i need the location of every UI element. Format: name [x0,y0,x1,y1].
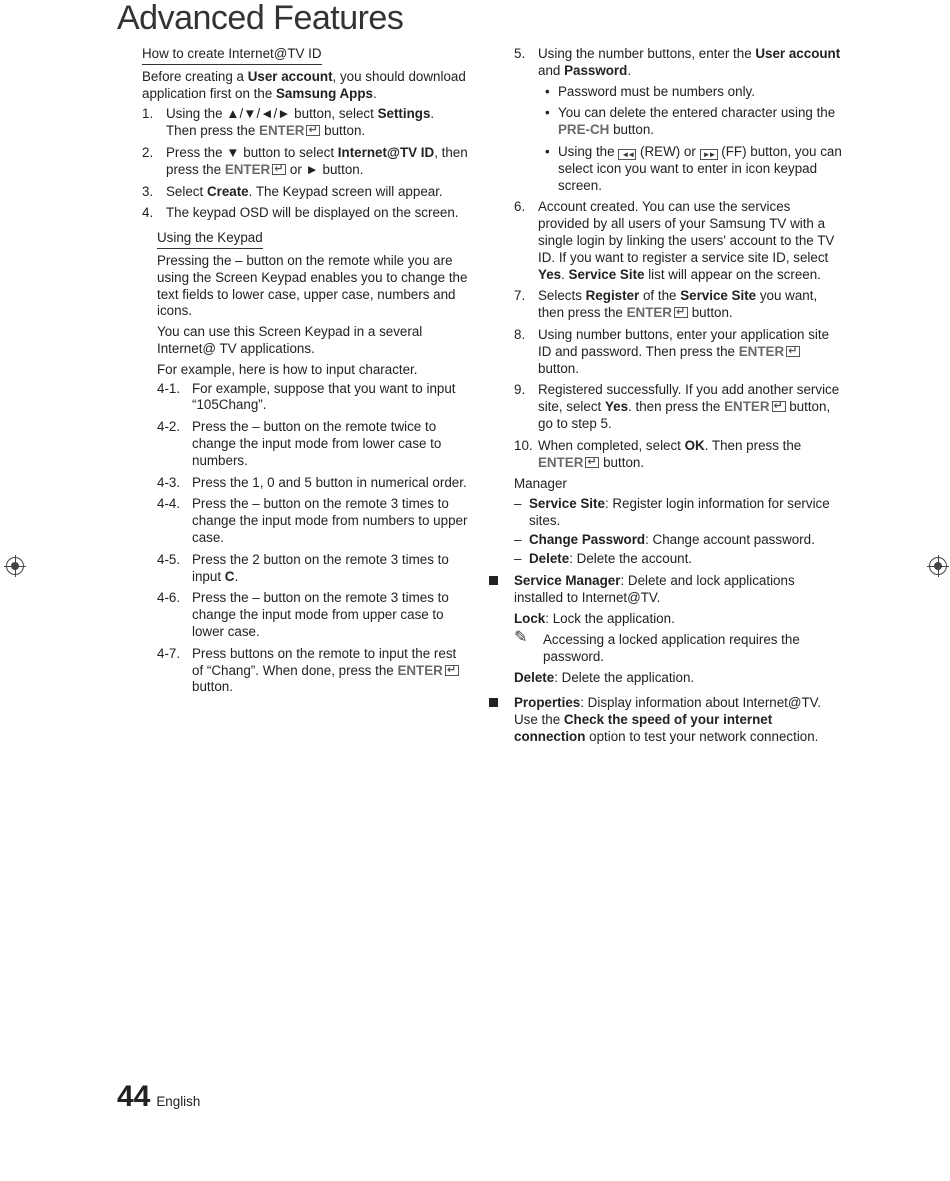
page-number: 44 [117,1080,151,1113]
list-item: – Change Password: Change account password. [514,532,844,549]
enter-icon [306,125,320,136]
lock-text: Lock: Lock the application. [514,610,675,626]
list-item: 4-6. Press the – button on the remote 3 times to change the input mode from upper case to lower case. [157,590,449,639]
list-item: 8. Using number buttons, enter your application site ID and password. Then press the ENTER↵ button. [514,327,844,377]
registration-mark-right-icon [929,557,947,575]
list-item: 4-3. Press the 1, 0 and 5 button in numerical order. [157,474,467,490]
create-id-steps [142,106,468,222]
service-manager-item [514,573,844,687]
enter-icon [772,401,786,412]
list-item: • You can delete the entered character using the PRE-CH button. [538,105,844,139]
list-item: – Delete: Delete the account. [514,551,844,568]
keypad-section [157,230,468,696]
intro-paragraph: Before creating a User account, you should download application first on the Samsung Apps. [142,68,466,101]
properties-text: Properties: Display information about Internet@TV. Use the Check the speed of your internet connection option to test your network connection. [514,695,822,744]
list-item: – Service Site: Register login information for service sites. [514,496,844,530]
enter-icon [786,346,800,357]
keypad-paragraph-3: For example, here is how to input character. [157,361,418,377]
list-item: 3. Select Create. The Keypad screen will appear. [142,183,443,199]
list-item: 10. When completed, select OK. Then press the ENTER↵ button. [514,438,844,472]
delete-text: Delete: Delete the application. [514,670,695,686]
properties-item [514,695,844,745]
page-language: English [156,1094,201,1109]
list-item: 4. The keypad OSD will be displayed on the screen. [142,205,459,221]
list-item: 4-4. Press the – button on the remote 3 times to change the input mode from numbers to upper case. [157,496,468,545]
enter-icon [674,307,688,318]
list-item: 5. Using the number buttons, enter the User account and Password. • Password must be numbers only. • You can delete the entered character using the PRE-CH button. • Using the ◄◄ (REW) or ►► (FF) button, you can select icon you want to enter in icon keypad screen. [514,46,844,194]
left-column [142,46,468,701]
note: ✎ Accessing a locked application requires the password. [514,628,800,664]
list-item: 4-7. Press buttons on the remote to input the rest of “Chang”. When done, press the ENTER↵ button. [157,646,468,696]
enter-icon [445,665,459,676]
list-item: 2. Press the ▼ button to select Internet@TV ID, then press the ENTER↵ or ► button. [142,145,468,179]
keypad-paragraph-1: Pressing the – button on the remote while you are using the Screen Keypad enables you to change the text fields to lower case, upper case, numbers and icons. [157,252,468,319]
section-heading-create-id: How to create Internet@TV ID [142,46,322,65]
service-manager-text: Service Manager: Delete and lock applications installed to Internet@TV. [514,573,795,606]
list-item: • Password must be numbers only. [538,84,844,101]
rewind-icon: ◄◄ [618,149,636,160]
section-heading-keypad: Using the Keypad [157,230,263,249]
page-footer [117,1080,200,1114]
page-title: Advanced Features [117,0,404,37]
list-item: • Using the ◄◄ (REW) or ►► (FF) button, you can select icon you want to enter in icon keypad screen. [538,144,844,194]
keypad-steps [157,381,468,697]
registration-mark-left-icon [6,557,24,575]
list-item: 9. Registered successfully. If you add another service site, select Yes. then press the ENTER↵ button, go to step 5. [514,382,844,432]
enter-icon [272,164,286,175]
list-item: 4-1. For example, suppose that you want to input “105Chang”. [157,380,456,413]
list-item: 4-5. Press the 2 button on the remote 3 times to input C. [157,551,449,584]
list-item: 6. Account created. You can use the services provided by all users of your Samsung TV with a single login by linking the users' account to the TV ID. If you want to register a service site ID, select Yes. Service Site list will appear on the screen. [514,199,835,282]
enter-icon [585,457,599,468]
list-item: 7. Selects Register of the Service Site you want, then press the ENTER↵ button. [514,288,844,322]
fast-forward-icon: ►► [700,149,718,160]
right-column [514,46,844,749]
square-bullet-icon [489,698,498,707]
list-item: 4-2. Press the – button on the remote twice to change the input mode from lower case to numbers. [157,419,442,468]
manager-title: Manager [514,476,567,492]
list-item: 1. Using the ▲/▼/◄/► button, select Settings. Then press the ENTER↵ button. [142,106,468,140]
square-bullet-icon [489,576,498,585]
keypad-paragraph-2: You can use this Screen Keypad in a several Internet@ TV applications. [157,324,423,356]
pencil-note-icon: ✎ [514,628,528,646]
manager-list [514,496,844,567]
create-id-steps-continued [514,46,844,471]
step5-bullets [538,84,844,195]
